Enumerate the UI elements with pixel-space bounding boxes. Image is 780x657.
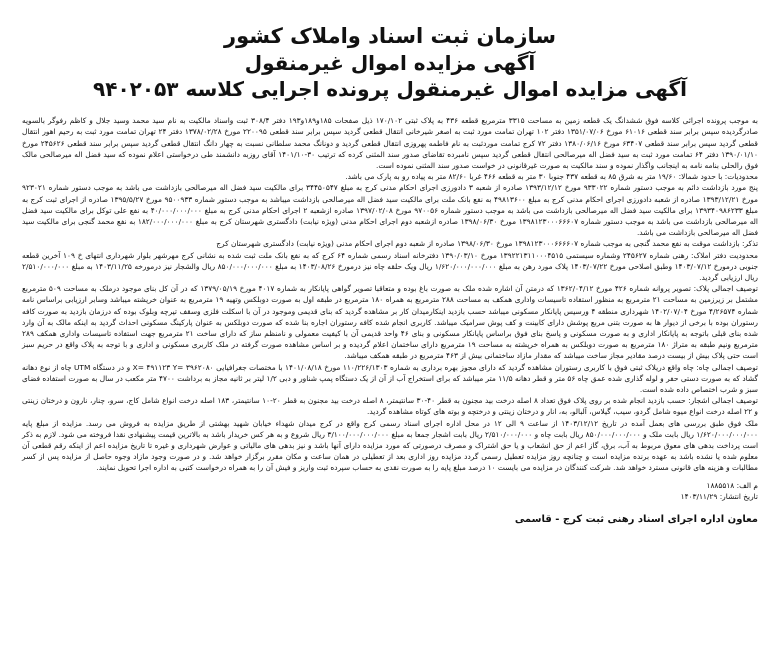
body-paragraph: توصیف اجمالی اشجار: حسب بازدید انجام شده بر روی پلاک فوق تعداد ۸ اصله درخت بید مجنون به قطر ۴۰-۳۰ سانتیمتر، ۸ اصله درخت بید مجنون به قطر ۲۰-۱۰ سانتیمتر، ۱۸۳ اصله درخت انواع شامل کاج، سرو، چنار، نارون و درختان زینتی و ۲۲ اصله درخت انواع میوه شامل گردو، سیب، گیلاس، آلبالو، به، انار و درختان زینتی و درختچه و بوته های کوتاه مشاهده گردید. — [22, 396, 758, 417]
org-title: سازمان ثبت اسناد واملاک کشور — [224, 24, 556, 48]
publication-date: تاریخ انتشار: ۱۴۰۳/۱۱/۲۹ — [680, 491, 758, 501]
body-paragraph: توصیف اجمالی چاه: چاه واقع دریلاک ثبتی فوق با کاربری رستوران مشاهده گردید که دارای مجوز بهره برداری به شماره ۱۱۰/۲۲۶/۱۳۰۳ مورخ ۱۴۰۱/۰۸/۱۸ با مختصات جغرافیایی X= ۴۹۱۱۲۳ Y= ۳۹۶۲۰۸۰ و در دستگاه UTM چاه از نوع دهانه گشاد که به صورت دستی حفر و لوله گذاری شده عمق چاه ۵۶ متر و قطر دهانه ۱۱/۵ متر میباشد که برای استخراج آب از آن از یک دستگاه پمپ شناور و دبی ۱/۲ لیتر بر ثانیه مجاز به برداشت ۴۷۰۰ متر مکعب در سال به صورت استفاده فضای سبز و شرب اختصاص داده شده است. — [22, 362, 758, 395]
publication-code: م الف: ۱۸۸۵۵۱۸ — [706, 480, 758, 490]
notice-footer — [22, 480, 758, 526]
body-paragraph: ملک فوق طبق بررسی های بعمل آمده در تاریخ ۱۴۰۳/۱۲/۱۲ از ساعت ۹ الی ۱۲ در محل اداره اجرای اسناد رسمی کرج واقع در کرج میدان شهداء خیابان شهید بهشتی از طریق مزایده به فروش می رسد. مزایده از مبلغ پایه ۱/۶۲۰/۰۰۰/۰۰۰/۰۰۰ ریال بابت ملک و ۸۵۰/۰۰۰/۰۰۰/۰۰۰ ریال بابت چاه و ۲/۵۱۰/۰۰۰/۰۰۰ ریال بابت اشجار جمعا به مبلغ ۳/۱۰۰/۰۰۰/۰۰۰/۰۰۰ ریال شروع و به هر کس خریدار باشد به بالاترین قیمت پیشنهادی نقدا فروخته می شود. لازم به ذکر است پرداخت بدهی های معوق مربوط به آب، برق، گاز اعم از حق انشعاب و یا حق اشتراک و مصرف درصورتی که مورد مزایده دارای آنها باشد و نیز بدهی های مالیاتی و عوارض شهرداری و غیره تا تاریخ مزایده اعم از اینکه رقم قطعی آن معلوم شده یا نشده باشد به عهده برنده مزایده است و چنانچه روز مزایده تعطیل رسمی گردد مزایده روز اداری بعد از تعطیلی در همان ساعت و مکان مقرر برگزار خواهد شد. و در صورت وجود مازاد وجوه حاصل از مزایده پس از کسر مطالبات و هزینه های قانونی مسترد خواهد شد. شرکت کنندگان در مزایده می بایست ۱۰ درصد مبلغ پایه را به صورت نقدی به حساب سپرده ثبت واریز و فیش آن را به همراه درخواست کتبی به اداره اجرا تحویل نمایند. — [22, 418, 758, 473]
body-paragraph: محدودیت دفتر املاک: رهنی شماره ۲۴۵۶۲۷ وشماره سیستمی ۱۳۹۲۲۱۳۱۱۰۰۰۴۵۱۵ مورخ ۱۳۹۰/۰۳/۱۰ دفترخانه اسناد رسمی شماره ۶۴ کرج که به نفع بانک ملت ثبت شده به نشانی کرج مهرشهر بلوار شهرداری انتهای خ ۱۰۹ آخرین قطعه جنوبی درمورخ ۱۴۰۳/۰۷/۱۲ وطبق اصلاحی مورخ ۱۴۰۳/۰۷/۲۲ پلاک مورد رهن به مبلغ ۱/۶۲۰/۰۰۰/۰۰۰/۰۰۰ ریال ویک حلقه چاه نیز درمورخ ۱۴۰۳/۰۸/۲۶ به مبلغ ۸۵۰/۰۰۰/۰۰۰/۰۰۰ ریال والشجار نیز درمورخه ۱۴۰۳/۱۱/۲۵ به مبلغ ۲/۵۱۰/۰۰۰/۰۰۰ ریال ارزیابی گردید. — [22, 250, 759, 283]
signature-line: معاون اداره اجرای اسناد رهنی ثبت کرج - قاسمی — [514, 514, 758, 526]
notice-header — [22, 24, 758, 101]
body-paragraph: توصیف اجمالی پلاک: تصویر پروانه شماره ۴۲۶ مورخ ۱۳۶۲/۰۴/۱۲ که درمتن آن اشاره شده ملک به صورت باغ بوده و متعاقبا تصویر گواهی پایانکار به شماره ۴۰۱۷ مورخ ۱۳۷۹/۰۵/۱۹ که در آن کل بنای موجود درملک به مساحت ۵۰۹ مترمربع مشتمل بر زیرزمین به مساحت ۲۱ مترمربع به منظور استفاده تاسیسات واداری همکف به مساحت ۲۸۸ مترمربع به همراه ۱۸۰ مترمربع در طبقه اول به صورت دوبلکس وتهیه ۱۹ مترمربع به عنوان خرپشته میباشد وسابر ارزیابی براساس نامه شماره ۴/۲۶۵۷۴ مورخ ۱۴۰۲/۰۷/۰۴ شهرداری منطقه ۴ ورسیس پایانکار مسکونی میباشد حسب بازدید اینکارمیدان کار بر مشاهده گردید که بنای قدیمی وموجود در آن با اسکلت فلزی وسقف تیرچه وبلوک بوده که درزمان بازدید به صورت کافه رستوران بوده با برخی از دیوار ها به صورت بتنی مربع پوشش دارای کابینت و کف پوش سرامیک میباشد. کاربری انجام شده کافه رستوران اجاره بنا شده که صورت دوبلکس به عنوان پارکینگ مسکونی احداث گردید به اینکه مالک به آن وارد شده بنای قبلی باتوجه به پایانکار اداری و به صورت مسکونی و پاسخ بنای فوق براساس پایانکار مسکونی و بنای ۴۶ واحد قدیمی آن با کیفیت معمولی و نامنظم ساز که دارای ساخت ۲۱ مترمربع جهت استفاده تاسیسات واداری همکف ۲۸۹ مترمربع ونیم طبقه به متراژ ۱۸۰ مترمربع به صورت دوبلکس به همراه خرپشته به مساحت ۱۹ مترمربع دارای ساختمان اعلام گردیده و بر اساس مشاهده صورت گرفته در ملک کاربری مسکونی و اداری و با توجه به پلاک واقع در حریم سبز است حتی پلاک بیش از بیست درصد مقادیر مجاز ساخت میباشد که مقدار مازاد ساختمانی بیش از ۴۶۳ مترمربع در طبقه همکف میباشد. — [22, 284, 759, 361]
body-paragraph: پنج مورد بازداشت دائم به موجب دستور شماره ۹۳۳۰۲۲ مورخ ۱۳۹۳/۱۲/۱۲ صادره از شعبه ۳ دادورزی اجرای احکام مدنی کرج به مبلغ ۳۴۴۵۰۵۴۷ برای مالکیت سید فضل اله میرصالحی بازداشت می باشد به موجب دستور شماره ۹۲۳۰۲۱ مورخ ۱۳۹۳/۱۲/۲۱ صادره از شعبه دادورزی اجرای احکام مدنی کرج به مبلغ ۴۹۸۱۳۶۰۰ به نفع بانک ملت برای مالکیت سید فضل اله میرصالحی بازداشت میباشد به موجب دستور شماره ۹۵۰۰۹۳۳ مورخ ۱۳۹۵/۵/۲۷ صادره از اجرای ثبت کرج به مبلغ ۱۳۹۳۴۰۹۸۶۲۳۳ برای مالکیت سید فضل اله میرصالحی بازداشت می باشد به موجب دستور شماره ۹۷۰۰۵۶ مورخ ۱۳۹۷/۰۲/۰۸ صادره ازشعبه ۲ اجرای احکام مدنی کرج به مبلغ ۴۰/۰۰۰/۰۰۰/۰۰۰ به نفع علی توکل برای مالکیت سید فضل اله میرصالحی بازداشت می باشد به موجب دستور شماره ۱۳۹۸۱۲۳۰۰۰۶۶۶۰۷ مورخ ۱۳۹۸/۰۶/۳۰ صادره ازشعبه دوم اجرای احکام مدنی (ویژه نیابت) دادگستری شهرستان کرج به مبلغ ۱۸۲/۰۰۰/۰۰۰/۰۰۰ به نفع محمد گنجی برای مالکیت سید فضل اله میرصالحی بازداشت می باشد. — [22, 183, 758, 238]
body-paragraph: به موجب پرونده اجرائی کلاسه فوق ششدانگ یک قطعه زمین به مساحت ۳۳۱۵ مترمربع قطعه ۴۳۶ به پلاک ثبتی ۱۷۰/۱۰۲ ذیل صفحات ۱۸۵و۱۸۹و۱۹۳ دفتر ۳۰۸/۴ ثبت واسناد مالکیت به نام سید محمد وسید جلال و کاظم رفوگر بالسویه صادرگردیده سپس برابر سند قطعی ۶۱۰۱۶ مورخ ۱۳۵۱/۰۷/۰۶ دفتر ۱۰۲ تهران تمامت مورد ثبت به اصغر شیرخانی انتقال قطعی گردید سپس برابر سند قطعی ۲۲۰۰۹۵ مورخ ۱۳۷۸/۰۲/۲۸ دفتر ۲۴ تهران تمامت مورد ثبت به رحیم اهور انتقال قطعی گردید سپس برابر سند قطعی ۶۳۴۰۷ مورخ ۱۳۸۰/۰۶/۱۶ دفتر ۷۲ کرج تمامت موردثبت به نام فاطمه پهروزی انتقال قطعی گردید و دونانگ محمد سلطانی نسبت به چهار دانگ انتقال قطعی گردید سپس برابر سند قطعی ۲۴۵۶۲۶ مورخ ۱۳۹۰/۰۱/۱۰ دفتر ۶۴ تمامت مورد ثبت به سید فضل اله میرصالحی انتقال قطعی گردید سپس نامبرده تقاضای صدور سند المثنی کرده که ترتیب ۳۰-۱۴۰۱/۱۰ آقای روزبه دانشمند طی درخواستی اعلام نموده که سید فضل اله میرصالحی مالک فوق رالحلی بنامه نامه به اینجانب واگذار نموده و سند مالکیت به صورت غیرقانونی در خواست صدور سند المثنی نموده است. — [22, 116, 759, 170]
notice-main-title: آگهی مزایده اموال غیرمنقول پرونده اجرایی کلاسه ۹۴۰۲۰۵۳ — [93, 77, 687, 102]
notice-body — [22, 115, 758, 474]
body-paragraph: محدودیات: با حدود شمالا: ۱۹/۶۰ متر به شرق ۸۵ به قطعه ۴۳۷ جنوبا ۳۰ متر به قطعه ۴۶۶ غربا ۸۲/۶۰ متر به پیاده رو به پارک می باشد. — [345, 172, 758, 182]
body-paragraph: تذکر: بازداشت موقت به نفع محمد گنجی به موجب شماره ۱۳۹۸۱۲۳۰۰۰۶۶۶۶۰۷ مورخ ۱۳۹۸/۰۶/۳۰ صادره از شعبه دوم اجرای احکام مدنی (ویژه نیابت) دادگستری شهرستان کرج — [216, 239, 758, 249]
notice-type-title: آگهی مزایده اموال غیرمنقول — [244, 51, 536, 76]
